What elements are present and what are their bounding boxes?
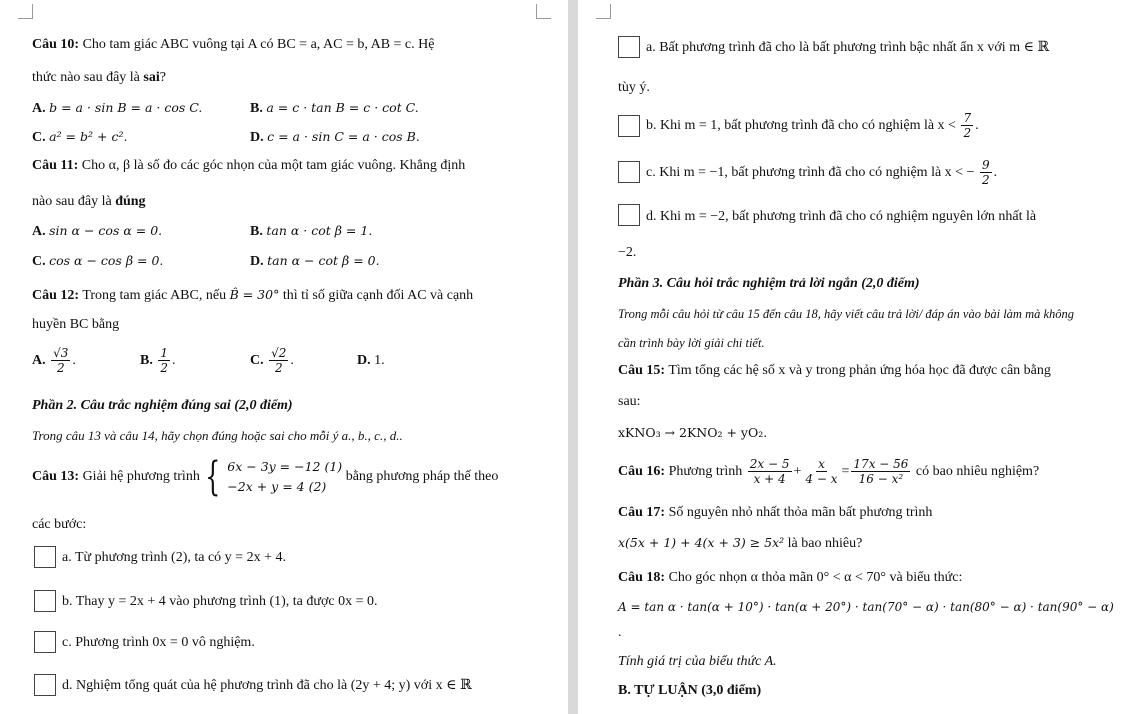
- q13-text2: các bước:: [32, 517, 87, 532]
- q12-line2: [32, 316, 119, 334]
- crop-mark: [596, 4, 611, 19]
- q14-item-a-line2: tùy ý.: [618, 80, 650, 95]
- denominator: 2: [274, 361, 283, 376]
- checkbox-14a[interactable]: [618, 36, 640, 58]
- checkbox-13b[interactable]: [34, 590, 56, 612]
- fraction: [158, 346, 170, 375]
- option-label: A.: [32, 224, 46, 239]
- denominator: 2: [963, 126, 972, 141]
- checkbox-13a[interactable]: [34, 546, 56, 568]
- q10-label: Câu 10:: [32, 37, 80, 52]
- option-text: tan α · cot β = 1.: [266, 223, 373, 238]
- q12-angle: B̂ = 30°: [229, 287, 280, 302]
- option-label: D.: [357, 353, 371, 368]
- q17-text2: là bao nhiêu?: [784, 536, 863, 551]
- partB-title-text: B. TỰ LUẬN (3,0 điểm): [618, 683, 762, 698]
- q10-emph: sai: [143, 70, 160, 85]
- part2-title: Phần 2. Câu trắc nghiệm đúng sai (2,0 điểm): [32, 398, 293, 413]
- q11-text1: Cho α, β là số đo các góc nhọn của một tam giác vuông. Khẳng định: [81, 158, 466, 173]
- q14-item-d-line2: −2.: [618, 245, 637, 260]
- q10-option-d[interactable]: [250, 128, 420, 147]
- q13-text1b: bằng phương pháp thế theo: [345, 469, 499, 484]
- option-label: C.: [32, 130, 46, 145]
- q10-text2-end: ?: [159, 70, 166, 85]
- option-text: tan α − cot β = 0.: [267, 253, 380, 268]
- left-page: [0, 0, 568, 714]
- fraction: [980, 158, 992, 187]
- q14-item-b: [646, 110, 979, 142]
- q11-line1: [32, 157, 465, 175]
- q13-item-d: d. Nghiệm tổng quát của hệ phương trình đã cho là (2y + 4; y) với x ∈ ℝ: [62, 678, 472, 693]
- fraction: [961, 111, 973, 140]
- operator: +: [793, 464, 802, 479]
- part3-instruction-1: Trong mỗi câu hỏi từ câu 15 đến câu 18, hãy viết câu trả lời/ đáp án vào bài làm mà không: [618, 307, 1075, 321]
- q18-text1: Cho góc nhọn α thỏa mãn 0° < α < 70° và biểu thức:: [668, 570, 963, 585]
- operator: =: [841, 464, 850, 479]
- option-label: B.: [250, 101, 263, 116]
- option-text: a = c · tan B = c · cot C.: [266, 100, 419, 115]
- q15-text2: sau:: [618, 394, 641, 409]
- option-text: sin α − cos α = 0.: [49, 223, 163, 238]
- q15-label: Câu 15:: [618, 363, 666, 378]
- q11-option-b[interactable]: [250, 222, 372, 241]
- q12-line1: [32, 286, 473, 305]
- brace-icon: {: [204, 454, 221, 500]
- q16-label: Câu 16:: [618, 464, 666, 479]
- numerator: √3: [53, 346, 69, 361]
- option-label: C.: [250, 353, 264, 368]
- option-text: c = a · sin C = a · cos B.: [267, 129, 420, 144]
- q11-option-d[interactable]: [250, 252, 380, 271]
- q18-dot: .: [618, 625, 622, 640]
- q11-text2: nào sau đây là: [32, 194, 116, 209]
- q10-text1: Cho tam giác ABC vuông tại A có BC = a, AC = b, AB = c. Hệ: [82, 37, 435, 52]
- q11-label: Câu 11:: [32, 158, 79, 173]
- partB-title: [618, 682, 761, 700]
- option-text: cos α − cos β = 0.: [49, 253, 164, 268]
- q16-line: [618, 454, 1039, 490]
- denominator: 16 − x²: [858, 472, 904, 487]
- q11-line2: [32, 193, 146, 211]
- crop-mark: [536, 4, 551, 19]
- option-label: A.: [32, 101, 46, 116]
- q14-item-c: [646, 157, 997, 189]
- option-text: b = a · sin B = a · cos C.: [49, 100, 203, 115]
- q12-option-a[interactable]: A. $\frac{√3}{2}$ .: [32, 346, 76, 376]
- q12-option-b[interactable]: B. $\frac{1}{2}$ .: [140, 346, 176, 376]
- q17-expression: x(5x + 1) + 4(x + 3) ≥ 5x²: [618, 535, 785, 550]
- q13-label: Câu 13:: [32, 469, 80, 484]
- q10-option-b[interactable]: [250, 99, 419, 118]
- q13-line1: [32, 455, 498, 499]
- q17-text1: Số nguyên nhỏ nhất thỏa mãn bất phương trình: [668, 505, 933, 520]
- punctuation: .: [993, 165, 998, 180]
- q12-text1a: Trong tam giác ABC, nếu: [82, 288, 230, 303]
- q10-text2: thức nào sau đây là: [32, 70, 144, 85]
- q16-text-pre: Phương trình: [668, 464, 743, 479]
- q15-text1: Tìm tổng các hệ số x và y trong phản ứng hóa học đã được cân bằng: [668, 363, 1051, 378]
- equation-1: 6x − 3y = −12 (1): [227, 459, 343, 474]
- q14-c-text: c. Khi m = −1, bất phương trình đã cho có nghiệm là x < −: [646, 165, 975, 180]
- fraction: [748, 457, 792, 486]
- q14-b-text: b. Khi m = 1, bất phương trình đã cho có nghiệm là x <: [646, 118, 956, 133]
- option-label: B.: [250, 224, 263, 239]
- q12-option-c[interactable]: C. $\frac{√2}{2}$ .: [250, 346, 294, 376]
- q17-line1: [618, 504, 932, 522]
- part3-instruction-2: cần trình bày lời giải chi tiết.: [618, 336, 765, 350]
- punctuation: .: [975, 118, 979, 133]
- numerator: 9: [981, 158, 990, 173]
- denominator: x + 4: [753, 472, 786, 487]
- q13-item-c: c. Phương trình 0x = 0 vô nghiệm.: [62, 635, 255, 650]
- q18-line1: [618, 569, 962, 587]
- q13-item-b: b. Thay y = 2x + 4 vào phương trình (1), ta được 0x = 0.: [62, 594, 378, 609]
- option-text: 1.: [374, 353, 385, 368]
- equation-system: [200, 454, 343, 500]
- q18-label: Câu 18:: [618, 570, 666, 585]
- part3-title: Phần 3. Câu hỏi trắc nghiệm trả lời ngắn (2,0 điểm): [618, 276, 920, 291]
- q12-option-d[interactable]: [357, 352, 385, 370]
- q12-text2: huyền BC bằng: [32, 317, 120, 332]
- fraction: [851, 457, 910, 486]
- q17-label: Câu 17:: [618, 505, 666, 520]
- q17-line2: [618, 534, 862, 553]
- q10-line1: [32, 36, 434, 54]
- option-label: A.: [32, 353, 46, 368]
- checkbox-13c[interactable]: [34, 631, 56, 653]
- right-page: [578, 0, 1146, 714]
- checkbox-13d[interactable]: [34, 674, 56, 696]
- crop-mark: [18, 4, 33, 19]
- option-text: a² = b² + c².: [49, 129, 128, 144]
- numerator: 1: [160, 346, 168, 361]
- numerator: 7: [963, 111, 972, 126]
- checkbox-14b[interactable]: [618, 115, 640, 137]
- q10-line2: [32, 69, 166, 87]
- option-label: D.: [250, 130, 264, 145]
- numerator: 2x − 5: [749, 457, 790, 472]
- fraction: [803, 457, 839, 486]
- part2-instruction: Trong câu 13 và câu 14, hãy chọn đúng hoặc sai cho mỗi ý a., b., c., d..: [32, 428, 403, 443]
- q14-item-d-line1: d. Khi m = −2, bất phương trình đã cho có nghiệm nguyên lớn nhất là: [646, 209, 1037, 224]
- q11-option-a[interactable]: [32, 222, 162, 241]
- fraction: [269, 346, 288, 375]
- denominator: 2: [981, 173, 990, 188]
- q10-option-c[interactable]: [32, 128, 127, 147]
- q15-reaction: xKNO₃ → 2KNO₂ + yO₂.: [618, 425, 768, 440]
- q16-text-post: có bao nhiêu nghiệm?: [912, 464, 1040, 479]
- q18-text2: Tính giá trị của biểu thức A.: [618, 654, 777, 669]
- q13-item-a: a. Từ phương trình (2), ta có y = 2x + 4.: [62, 550, 286, 565]
- denominator: 2: [56, 361, 65, 376]
- q12-text1b: thì tỉ số giữa cạnh đối AC và cạnh: [279, 288, 474, 303]
- q10-option-a[interactable]: [32, 99, 202, 118]
- option-label: D.: [250, 254, 264, 269]
- q11-emph: đúng: [115, 194, 146, 209]
- equation-2: −2x + y = 4 (2): [227, 479, 327, 494]
- q14-item-a-line1: a. Bất phương trình đã cho là bất phương trình bậc nhất ẩn x với m ∈ ℝ: [646, 40, 1050, 55]
- q15-line1: [618, 362, 1051, 380]
- option-label: B.: [140, 353, 153, 368]
- option-label: C.: [32, 254, 46, 269]
- checkbox-14c[interactable]: [618, 161, 640, 183]
- checkbox-14d[interactable]: [618, 204, 640, 226]
- denominator: 4 − x: [805, 472, 838, 487]
- fraction: [51, 346, 70, 375]
- numerator: √2: [271, 346, 287, 361]
- numerator: x: [818, 457, 825, 472]
- q11-option-c[interactable]: [32, 252, 163, 271]
- q18-expression: A = tan α · tan(α + 10°) · tan(α + 20°) · tan(70° − α) · tan(80° − α) · tan(90° − α): [618, 600, 1114, 614]
- q13-text1: Giải hệ phương trình: [82, 469, 200, 484]
- q12-label: Câu 12:: [32, 288, 80, 303]
- numerator: 17x − 56: [853, 457, 909, 472]
- denominator: 2: [160, 361, 168, 376]
